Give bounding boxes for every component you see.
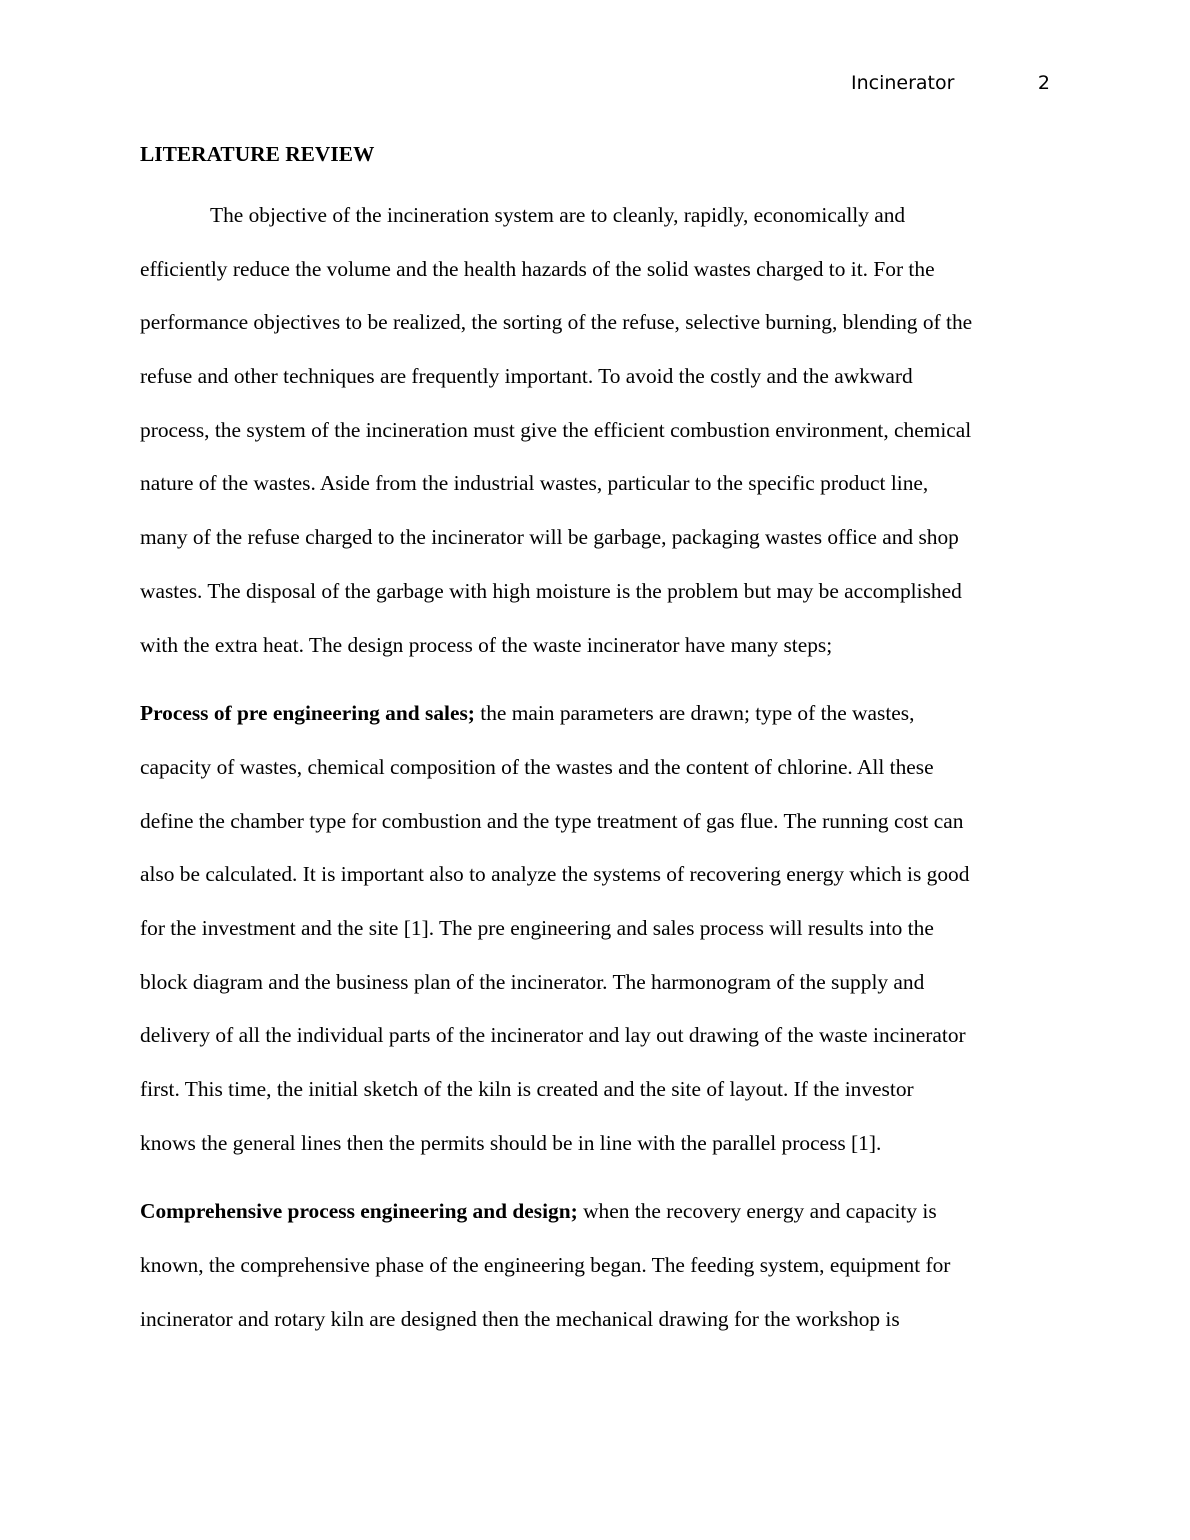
text-line: knows the general lines then the permits should be in line with the parallel process [1]. (140, 1130, 882, 1155)
text-line: wastes. The disposal of the garbage with high moisture is the problem but may be accomplished (140, 578, 962, 603)
paragraph-objective (140, 189, 1052, 672)
text-line: block diagram and the business plan of the incinerator. The harmonogram of the supply and (140, 969, 925, 994)
page-header (0, 70, 1190, 98)
text-line: first. This time, the initial sketch of the kiln is created and the site of layout. If the investor (140, 1077, 914, 1101)
paragraph-lead: Comprehensive process engineering and design; (140, 1199, 578, 1224)
text-line (140, 687, 1052, 741)
text-fragment: when the recovery energy and capacity is (577, 1199, 937, 1224)
text-line: with the extra heat. The design process of the waste incinerator have many steps; (140, 632, 833, 657)
text-line: refuse and other techniques are frequently important. To avoid the costly and the awkward (140, 364, 913, 389)
text-line: capacity of wastes, chemical composition of the wastes and the content of chlorine. All these (140, 754, 934, 779)
text-line: define the chamber type for combustion and the type treatment of gas flue. The running cost can (140, 808, 964, 833)
text-line: process, the system of the incineration must give the efficient combustion environment, chemical (140, 417, 972, 442)
text-line: known, the comprehensive phase of the engineering began. The feeding system, equipment for (140, 1253, 951, 1278)
text-line: many of the refuse charged to the incinerator will be garbage, packaging wastes office and shop (140, 525, 959, 550)
paragraph-pre-engineering (140, 687, 1052, 1170)
paragraph-comprehensive (140, 1185, 1052, 1346)
text-line: nature of the wastes. Aside from the industrial wastes, particular to the specific product line, (140, 471, 929, 496)
text-fragment: the main parameters are drawn; type of the wastes, (474, 701, 915, 726)
text-line: also be calculated. It is important also to analyze the systems of recovering energy which is good (140, 862, 970, 887)
text-line: delivery of all the individual parts of the incinerator and lay out drawing of the waste incinerator (140, 1023, 966, 1048)
section-heading: LITERATURE REVIEW (140, 142, 375, 166)
text-line: incinerator and rotary kiln are designed then the mechanical drawing for the workshop is (140, 1306, 900, 1331)
paragraph-lead: Process of pre engineering and sales; (140, 701, 475, 726)
header-title: Incinerator (851, 72, 955, 94)
page-number: 2 (1037, 72, 1050, 94)
text-line: performance objectives to be realized, the sorting of the refuse, selective burning, blending of the (140, 310, 973, 335)
document-body (140, 138, 1052, 1346)
text-line: The objective of the incineration system are to cleanly, rapidly, economically and (210, 203, 906, 227)
text-line (140, 1185, 1052, 1239)
text-line: efficiently reduce the volume and the health hazards of the solid wastes charged to it. For the (140, 256, 935, 281)
text-line: for the investment and the site [1]. The pre engineering and sales process will results into the (140, 915, 934, 940)
